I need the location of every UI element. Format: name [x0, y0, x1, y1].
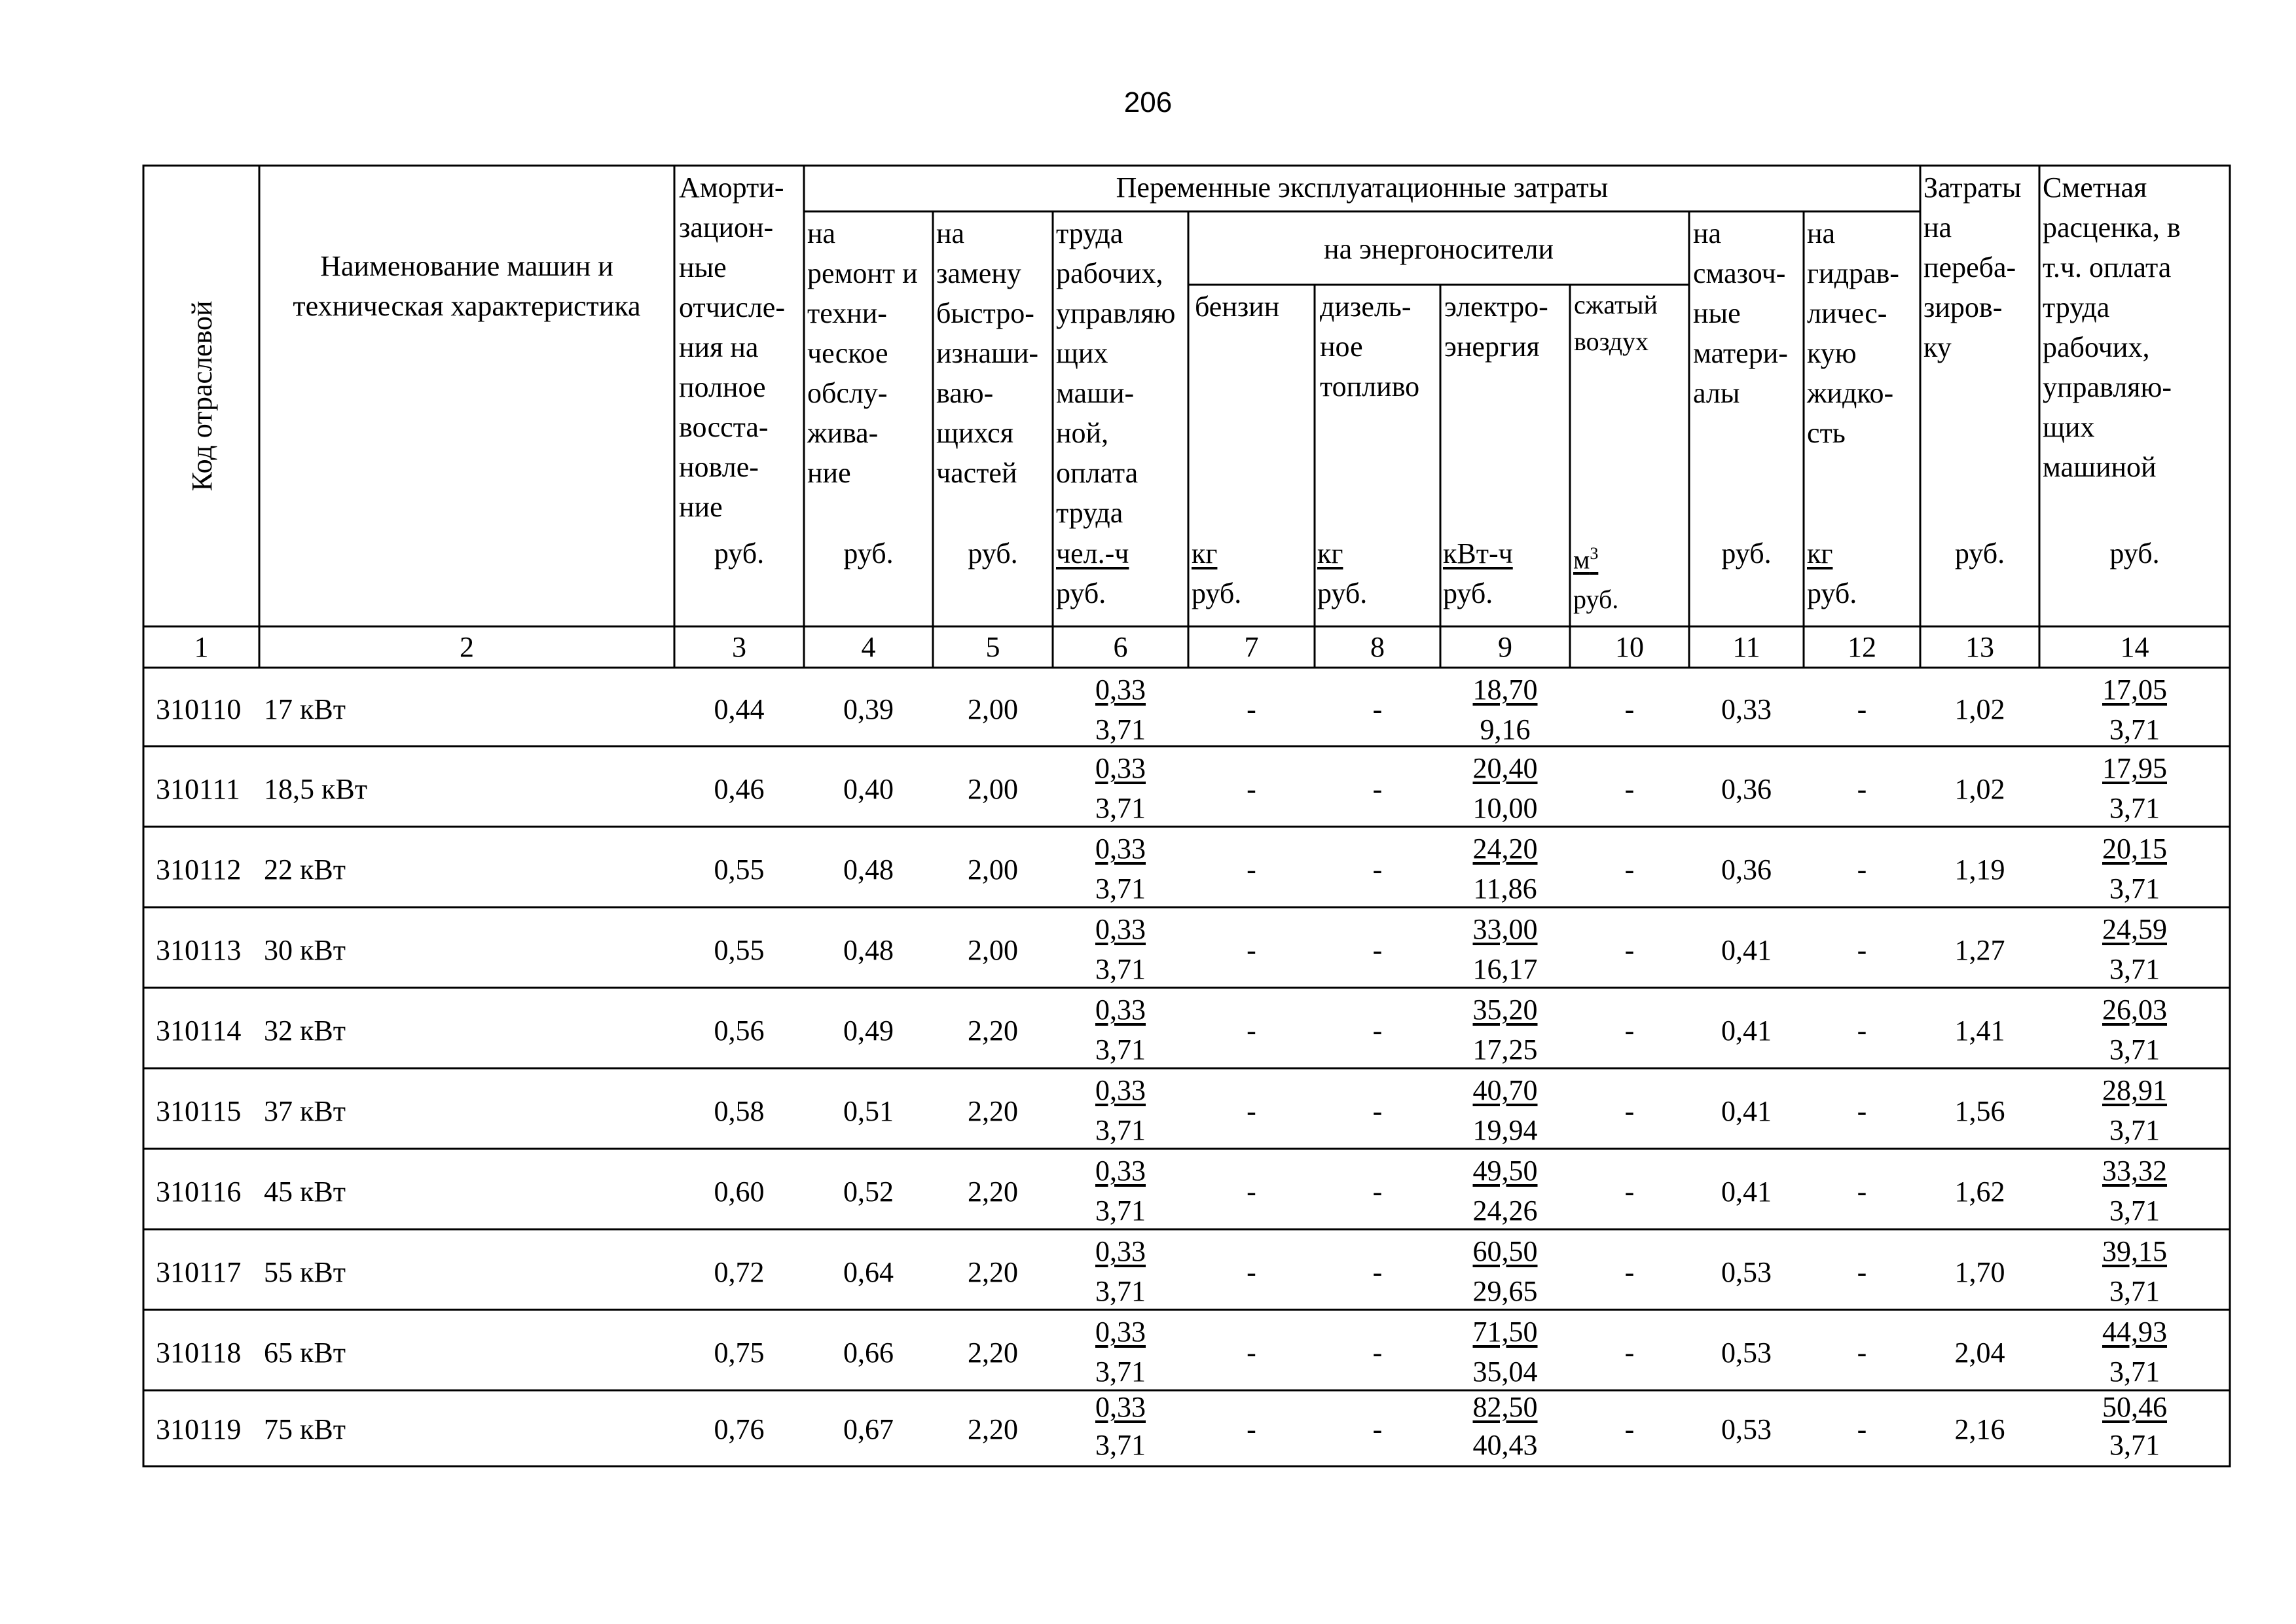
cell-compressed-air: -: [1624, 1256, 1635, 1288]
row-name: 65 кВт: [264, 1337, 346, 1369]
cell-amortization: 0,46: [714, 773, 765, 805]
cell-amortization: 0,60: [714, 1176, 765, 1208]
table-row: [0, 670, 2296, 746]
cell-repair: 0,40: [843, 773, 894, 805]
cell-lubricants: 0,41: [1721, 1176, 1772, 1208]
row-code: 310118: [156, 1337, 242, 1369]
column-number: 5: [985, 631, 1000, 663]
cell-diesel: -: [1372, 1337, 1383, 1369]
row-code: 310111: [156, 773, 240, 805]
row-code: 310114: [156, 1015, 242, 1047]
column-number: 12: [1848, 631, 1876, 663]
cell-diesel: -: [1372, 1095, 1383, 1127]
cell-hydraulic: -: [1857, 1095, 1867, 1127]
cell-petrol: -: [1247, 1095, 1256, 1127]
cell-relocation: 1,41: [1954, 1015, 2005, 1047]
row-name: 17 кВт: [264, 693, 346, 725]
cell-compressed-air: -: [1624, 934, 1635, 966]
cell-labor: $\frac{0,33}{3,71}$: [1095, 994, 1146, 1066]
row-name: 37 кВт: [264, 1095, 346, 1127]
cell-hydraulic: -: [1857, 1176, 1867, 1208]
cell-repair: 0,67: [843, 1413, 894, 1445]
header-electricity: электро- энергия: [1444, 291, 1548, 363]
row-code: 310113: [156, 934, 242, 966]
table-row: [0, 1151, 2296, 1229]
cell-petrol: -: [1247, 1176, 1256, 1208]
row-code: 310110: [156, 693, 242, 725]
cell-estimate: $\frac{24,59}{3,71}$: [2102, 913, 2167, 985]
cell-hydraulic: -: [1857, 773, 1867, 805]
cell-replacement: 2,20: [968, 1337, 1018, 1369]
cell-petrol: -: [1247, 1337, 1256, 1369]
cell-electricity: $\frac{20,40}{10,00}$: [1472, 752, 1538, 824]
row-name: 18,5 кВт: [264, 773, 367, 805]
header-name: Наименование машин и техническая характеристика: [293, 250, 641, 322]
cell-relocation: 1,70: [1954, 1256, 2005, 1288]
header-diesel: дизель- ное топливо: [1320, 291, 1420, 403]
cell-relocation: 2,04: [1954, 1337, 2005, 1369]
cell-replacement: 2,20: [968, 1256, 1018, 1288]
cell-repair: 0,52: [843, 1176, 894, 1208]
cell-repair: 0,66: [843, 1337, 894, 1369]
cell-lubricants: 0,36: [1721, 773, 1772, 805]
cell-estimate: $\frac{33,32}{3,71}$: [2102, 1155, 2167, 1227]
row-name: 55 кВт: [264, 1256, 346, 1288]
column-number: 2: [460, 631, 474, 663]
unit-diesel: кг руб.: [1317, 537, 1368, 609]
cell-repair: 0,39: [843, 693, 894, 725]
cell-labor: $\frac{0,33}{3,71}$: [1095, 913, 1146, 985]
cell-estimate: $\frac{26,03}{3,71}$: [2102, 994, 2167, 1066]
cell-compressed-air: -: [1624, 1337, 1635, 1369]
row-code: 310116: [156, 1176, 242, 1208]
header-estimate: Сметная расценка, в т.ч. оплата труда рабочих, управляю- щих машиной: [2043, 171, 2181, 483]
cell-electricity: $\frac{60,50}{29,65}$: [1472, 1235, 1538, 1307]
cell-compressed-air: -: [1624, 1413, 1635, 1445]
unit-petrol: кг руб.: [1192, 537, 1242, 609]
row-code: 310117: [156, 1256, 242, 1288]
cell-repair: 0,48: [843, 934, 894, 966]
column-number: 8: [1370, 631, 1385, 663]
cell-amortization: 0,76: [714, 1413, 765, 1445]
cell-hydraulic: -: [1857, 934, 1867, 966]
cell-electricity: $\frac{24,20}{11,86}$: [1472, 833, 1538, 905]
cell-estimate: $\frac{17,05}{3,71}$: [2102, 674, 2167, 746]
header-hydraulic: на гидрав- личес- кую жидко- сть: [1807, 217, 1899, 449]
cell-electricity: $\frac{40,70}{19,94}$: [1472, 1074, 1538, 1146]
cell-estimate: $\frac{39,15}{3,71}$: [2102, 1235, 2167, 1307]
cell-hydraulic: -: [1857, 854, 1867, 886]
cell-compressed-air: -: [1624, 1176, 1635, 1208]
cell-compressed-air: -: [1624, 693, 1635, 725]
header-repair: на ремонт и техни- ческое обслу- жива- ние: [807, 217, 918, 489]
cell-labor: $\frac{0,33}{3,71}$: [1095, 1074, 1146, 1146]
cell-labor: $\frac{0,33}{3,71}$: [1095, 1391, 1146, 1461]
row-name: 30 кВт: [264, 934, 346, 966]
cell-replacement: 2,20: [968, 1413, 1018, 1445]
cell-lubricants: 0,36: [1721, 854, 1772, 886]
column-number: 7: [1244, 631, 1259, 663]
cell-lubricants: 0,41: [1721, 934, 1772, 966]
cell-diesel: -: [1372, 1176, 1383, 1208]
cell-petrol: -: [1247, 934, 1256, 966]
cell-amortization: 0,72: [714, 1256, 765, 1288]
column-number: 9: [1498, 631, 1512, 663]
cell-labor: $\frac{0,33}{3,71}$: [1095, 674, 1146, 746]
cell-amortization: 0,75: [714, 1337, 765, 1369]
header-variable-costs: Переменные эксплуатационные затраты: [1116, 171, 1609, 204]
unit-hydraulic: кг руб.: [1807, 537, 1857, 609]
cell-relocation: 1,19: [1954, 854, 2005, 886]
unit-repair: руб.: [843, 537, 894, 569]
header-petrol: бензин: [1195, 291, 1280, 323]
cell-replacement: 2,00: [968, 773, 1018, 805]
cell-relocation: 2,16: [1954, 1413, 2005, 1445]
cell-electricity: $\frac{35,20}{17,25}$: [1472, 994, 1538, 1066]
header-replacement: на замену быстро- изнаши- ваю- щихся частей: [936, 217, 1039, 489]
column-number: 3: [732, 631, 746, 663]
cell-repair: 0,48: [843, 854, 894, 886]
header-amortization: Аморти- зацион- ные отчисле- ния на полное восста- новле- ние: [679, 171, 785, 523]
table-row: [0, 990, 2296, 1068]
cell-replacement: 2,00: [968, 693, 1018, 725]
cell-replacement: 2,00: [968, 854, 1018, 886]
row-name: 22 кВт: [264, 854, 346, 886]
cell-replacement: 2,20: [968, 1095, 1018, 1127]
row-code: 310115: [156, 1095, 242, 1127]
unit-electricity: кВт-ч руб.: [1443, 537, 1513, 609]
cell-diesel: -: [1372, 934, 1383, 966]
row-name: 75 кВт: [264, 1413, 346, 1445]
table-row: [0, 1312, 2296, 1390]
cell-compressed-air: -: [1624, 1015, 1635, 1047]
cell-lubricants: 0,41: [1721, 1095, 1772, 1127]
table-row: [0, 909, 2296, 988]
column-number: 1: [194, 631, 209, 663]
header-lubricants: на смазоч- ные матери- алы: [1693, 217, 1788, 409]
cell-amortization: 0,44: [714, 693, 765, 725]
cell-electricity: $\frac{49,50}{24,26}$: [1472, 1155, 1538, 1227]
cell-compressed-air: -: [1624, 1095, 1635, 1127]
cell-petrol: -: [1247, 854, 1256, 886]
cell-electricity: $\frac{71,50}{35,04}$: [1472, 1316, 1538, 1388]
header-energy: на энергоносители: [1324, 233, 1554, 265]
column-number: 10: [1615, 631, 1644, 663]
row-code: 310119: [156, 1413, 242, 1445]
cell-replacement: 2,00: [968, 934, 1018, 966]
unit-estimate: руб.: [2109, 537, 2160, 569]
column-number: 6: [1113, 631, 1128, 663]
cell-hydraulic: -: [1857, 1015, 1867, 1047]
table-row: [0, 1070, 2296, 1149]
cell-electricity: $\frac{33,00}{16,17}$: [1472, 913, 1538, 985]
cell-diesel: -: [1372, 693, 1383, 725]
table-row: [0, 829, 2296, 907]
unit-relocation: руб.: [1954, 537, 2005, 569]
cell-estimate: $\frac{17,95}{3,71}$: [2102, 752, 2167, 824]
row-name: 45 кВт: [264, 1176, 346, 1208]
cell-repair: 0,51: [843, 1095, 894, 1127]
unit-replacement: руб.: [968, 537, 1018, 569]
cell-amortization: 0,58: [714, 1095, 765, 1127]
cell-hydraulic: -: [1857, 1256, 1867, 1288]
row-code: 310112: [156, 854, 242, 886]
cell-labor: $\frac{0,33}{3,71}$: [1095, 1155, 1146, 1227]
unit-amortization: руб.: [714, 537, 765, 569]
header-labor: труда рабочих, управляю щих маши- ной, оплата труда: [1056, 217, 1176, 529]
cell-electricity: $\frac{82,50}{40,43}$: [1472, 1391, 1538, 1461]
header-compressed-air: сжатый воздух: [1574, 290, 1658, 356]
cell-petrol: -: [1247, 773, 1256, 805]
header-code: Код отраслевой: [186, 300, 218, 492]
cell-labor: $\frac{0,33}{3,71}$: [1095, 1235, 1146, 1307]
cell-lubricants: 0,53: [1721, 1413, 1772, 1445]
cell-lubricants: 0,53: [1721, 1256, 1772, 1288]
cell-amortization: 0,56: [714, 1015, 765, 1047]
cell-repair: 0,64: [843, 1256, 894, 1288]
cell-diesel: -: [1372, 1256, 1383, 1288]
row-name: 32 кВт: [264, 1015, 346, 1047]
cell-lubricants: 0,41: [1721, 1015, 1772, 1047]
header-relocation: Затраты на переба- зиров- ку: [1923, 171, 2022, 363]
cell-petrol: -: [1247, 693, 1256, 725]
cell-petrol: -: [1247, 1015, 1256, 1047]
cell-diesel: -: [1372, 773, 1383, 805]
cell-labor: $\frac{0,33}{3,71}$: [1095, 833, 1146, 905]
cell-estimate: $\frac{20,15}{3,71}$: [2102, 833, 2167, 905]
cell-labor: $\frac{0,33}{3,71}$: [1095, 1316, 1146, 1388]
cell-replacement: 2,20: [968, 1176, 1018, 1208]
column-number: 11: [1732, 631, 1760, 663]
cell-petrol: -: [1247, 1256, 1256, 1288]
cell-relocation: 1,62: [1954, 1176, 2005, 1208]
cell-relocation: 1,56: [1954, 1095, 2005, 1127]
cell-diesel: -: [1372, 1015, 1383, 1047]
page-number: 206: [1123, 86, 1173, 118]
cell-hydraulic: -: [1857, 1413, 1867, 1445]
unit-lubricants: руб.: [1721, 537, 1772, 569]
cell-diesel: -: [1372, 1413, 1383, 1445]
cell-petrol: -: [1247, 1413, 1256, 1445]
unit-compressed-air: $м^3$ руб.: [1573, 544, 1619, 615]
cell-electricity: $\frac{18,70}{9,16}$: [1472, 674, 1538, 746]
cell-estimate: $\frac{28,91}{3,71}$: [2102, 1074, 2167, 1146]
table-row: [0, 748, 2296, 827]
cell-amortization: 0,55: [714, 854, 765, 886]
cell-compressed-air: -: [1624, 773, 1635, 805]
cell-repair: 0,49: [843, 1015, 894, 1047]
table-row: [0, 1391, 2296, 1466]
cell-hydraulic: -: [1857, 1337, 1867, 1369]
cell-relocation: 1,02: [1954, 773, 2005, 805]
cell-amortization: 0,55: [714, 934, 765, 966]
cell-lubricants: 0,53: [1721, 1337, 1772, 1369]
cell-diesel: -: [1372, 854, 1383, 886]
cell-hydraulic: -: [1857, 693, 1867, 725]
table-row: [0, 1231, 2296, 1310]
cell-relocation: 1,02: [1954, 693, 2005, 725]
cell-estimate: $\frac{50,46}{3,71}$: [2102, 1391, 2167, 1461]
cell-relocation: 1,27: [1954, 934, 2005, 966]
cell-replacement: 2,20: [968, 1015, 1018, 1047]
cell-compressed-air: -: [1624, 854, 1635, 886]
column-number: 4: [861, 631, 876, 663]
cell-labor: $\frac{0,33}{3,71}$: [1095, 752, 1146, 824]
cell-lubricants: 0,33: [1721, 693, 1772, 725]
column-number: 13: [1965, 631, 1994, 663]
unit-labor: чел.-ч руб.: [1056, 537, 1129, 609]
cell-estimate: $\frac{44,93}{3,71}$: [2102, 1316, 2167, 1388]
column-number: 14: [2120, 631, 2149, 663]
